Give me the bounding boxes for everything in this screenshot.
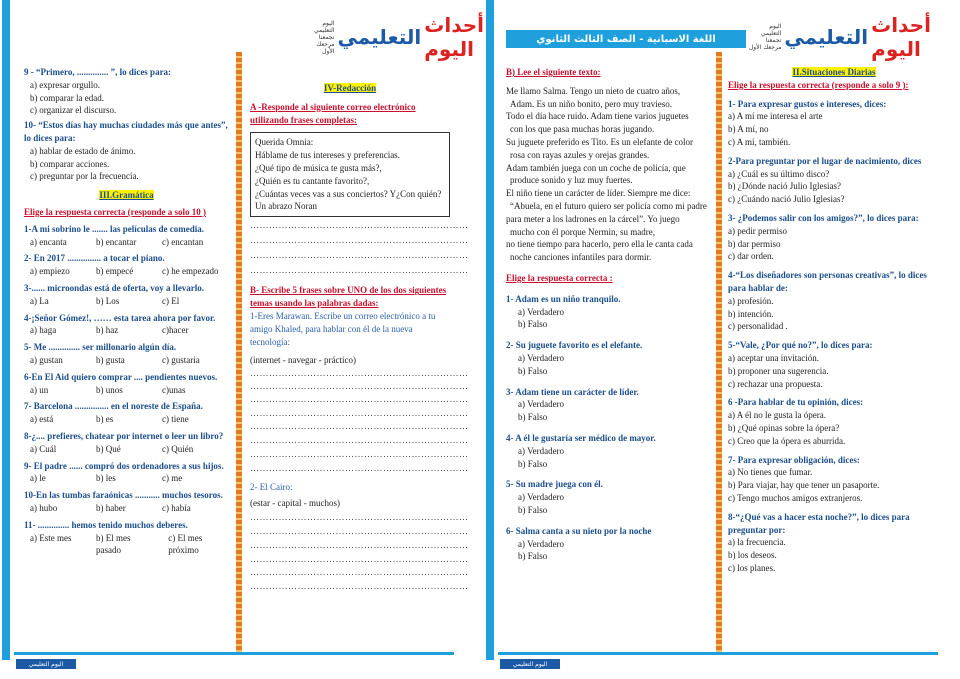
question-title: 6-En El Aid quiero comprar .... pendientes nuevos. <box>24 371 218 382</box>
left-column-divider <box>236 52 242 652</box>
reading-line: Adam también juega con un coche de policía, que <box>506 162 686 173</box>
option-text: a) encanta <box>30 236 67 247</box>
options-row <box>24 502 229 515</box>
answer-line: …………………………………………………………… <box>250 525 469 536</box>
options-row <box>24 324 229 337</box>
option-text: b) Falso <box>518 504 548 515</box>
task-b-title: B- Escribe 5 frases sobre UNO de los dos siguientes temas usando las palabras dadas: <box>250 285 447 309</box>
answer-line: …………………………………………………………… <box>250 512 469 523</box>
option-text: b) A mí, no <box>728 124 769 135</box>
question-title: 8-¿.... prefieres, chatear por internet o leer un libro? <box>24 430 224 441</box>
option-text: a) Verdadero <box>518 306 565 317</box>
question-title: 2- En 2017 ............... a tocar el piano. <box>24 253 165 264</box>
section-title: II.Situaciones Diarias <box>792 67 876 77</box>
option-text: a) A él no le gusta la ópera. <box>728 410 826 421</box>
option-text: a) ¿Cuál es su último disco? <box>728 168 830 179</box>
instruction: Elige la respuesta correcta : <box>506 272 613 283</box>
option-text: b) Los <box>96 295 120 306</box>
left-column-writing <box>250 82 469 593</box>
option-text: c) preguntar por la frecuencia. <box>30 171 139 182</box>
task-b2: 2- El Cairo: <box>250 481 293 492</box>
question-title: 7- Barcelona ............... en el noreste de España. <box>24 401 203 412</box>
question-title: 3-...... microondas está de oferta, voy a llevarlo. <box>24 282 205 293</box>
email-line: Un abrazo Noran <box>255 201 317 212</box>
option-text: c) había <box>162 502 191 513</box>
options-row <box>24 295 229 308</box>
reading-line: Su juguete preferido es Tito. Es un elefante de color <box>506 136 693 147</box>
option-text: b) es <box>96 414 114 425</box>
option-text: c) El mes próximo <box>168 532 203 556</box>
brand-sub1-right: اليوم التعليمي تجمعنا <box>760 23 782 44</box>
option-text: a) le <box>30 473 46 484</box>
instruction: Elige la respuesta correcta (responde a solo 10 ) <box>24 206 206 217</box>
option-text: c) ¿Cuándo nació Julio Iglesias? <box>728 194 845 205</box>
option-text: c) rechazar una propuesta. <box>728 378 823 389</box>
option-text: b) les <box>96 473 116 484</box>
left-bottom-line <box>14 652 454 655</box>
left-header-logo <box>314 13 485 61</box>
option-text: a) la frecuencia. <box>728 537 786 548</box>
option-text: b) ¿Qué opinas sobre la ópera? <box>728 422 840 433</box>
question-title: 5- Me .............. ser millonario algún día. <box>24 342 177 353</box>
answer-line: …………………………………………………………… <box>250 407 469 418</box>
option-text: b) ¿Dónde nació Julio Iglesias? <box>728 181 841 192</box>
option-text: b) proponer una sugerencia. <box>728 365 829 376</box>
option-text: a) Verdadero <box>518 352 565 363</box>
option-text: a) hubo <box>30 502 58 513</box>
email-line: ¿Qué tipo de música te gusta más?, <box>255 162 382 173</box>
answer-line: …………………………………………………………… <box>250 448 469 459</box>
option-text: a) Verdadero <box>518 538 565 549</box>
question-title: 9- El padre ...... compró dos ordenadores a sus hijos. <box>24 460 224 471</box>
left-column-grammar <box>24 64 229 557</box>
section-title-wrap <box>250 82 450 95</box>
brand-main: التعليمي <box>337 25 422 49</box>
reading-title: B) Lee el siguiente texto: <box>506 67 601 77</box>
left-footer-badge: اليوم التعليمي <box>16 659 76 669</box>
question-title: 3- ¿Podemos salir con los amigos?”, lo dices para: <box>728 212 919 223</box>
email-line: ¿Cuántas veces vas a sus conciertos? Y¿Con quién? <box>255 188 442 199</box>
option-text: b) intención. <box>728 308 774 319</box>
question-title: 1- Adam es un niño tranquilo. <box>506 293 621 304</box>
section-title: III.Gramática <box>99 190 154 201</box>
answer-line: …………………………………………………………… <box>250 380 469 391</box>
email-line: Háblame de tus intereses y preferencias. <box>255 150 400 161</box>
option-text: a) está <box>30 414 54 425</box>
email-line: Querida Omnia: <box>255 137 314 148</box>
right-header-logo <box>748 13 946 61</box>
options-row <box>24 354 229 367</box>
reading-line: Adam. Es un niño bonito, pero muy travieso. <box>510 98 672 109</box>
option-text: b) encantar <box>96 236 137 247</box>
reading-line: mucho con él porque Nermin, su madre, <box>510 226 655 237</box>
option-text: b) los deseos. <box>728 550 777 561</box>
options-row <box>24 443 229 456</box>
options-row <box>24 413 229 426</box>
option-text: b) empecé <box>96 266 134 277</box>
question-title: 1-A mi sobrino le ....... las películas de comedia. <box>24 223 204 234</box>
option-text: a) Cuál <box>30 443 57 454</box>
section-title: IV-Redacción <box>323 83 377 93</box>
option-text: c) Quién <box>162 443 194 454</box>
option-text: a) profesión. <box>728 295 774 306</box>
option-text: a) A mí me interesa el arte <box>728 111 823 122</box>
answer-line: …………………………………………………………… <box>250 393 469 404</box>
option-text: a) La <box>30 295 49 306</box>
brand-sub2: مرجعك الأول <box>316 40 335 55</box>
question-title: 10- “Estos días hay muchas ciudades más que antes”, lo dices para: <box>24 120 228 143</box>
right-column-reading <box>506 66 711 563</box>
reading-line: Todo el día hace ruido. Adam tiene varios juguetes <box>506 111 689 122</box>
question-title: 9 - “Primero, .............. ”, lo dices para: <box>24 67 172 77</box>
question-title: 8-“¿Qué vas a hacer esta noche?”, lo dices para preguntar por: <box>728 511 910 535</box>
answer-line: …………………………………………………………… <box>250 581 469 592</box>
right-footer-badge: اليوم التعليمي <box>500 659 560 669</box>
question-title: 4-¡Señor Gómez!, …… esta tarea ahora por favor. <box>24 312 216 323</box>
reading-line: noche canciones infantiles para dormir. <box>510 252 652 263</box>
brand-red: أحداث اليوم <box>424 13 485 61</box>
reading-line: para meter a los ladrones en la cárcel”. Yo juego <box>506 213 680 224</box>
left-page-sidebar <box>2 0 10 660</box>
question-title: 2- Su juguete favorito es el elefante. <box>506 340 643 351</box>
question-title: 5- Su madre juega con él. <box>506 479 603 490</box>
subject-bar: اللغة الاسبانية - الصف الثالث الثانوي <box>506 30 746 48</box>
option-text: b) Falso <box>518 412 548 423</box>
answer-line: …………………………………………………………… <box>250 220 469 231</box>
answer-line: …………………………………………………………… <box>250 264 469 275</box>
answer-line: …………………………………………………………… <box>250 234 469 245</box>
option-text: c) encantan <box>162 236 204 247</box>
options-row <box>24 384 229 397</box>
option-text: b) Falso <box>518 551 548 562</box>
question-title: 6 -Para hablar de tu opinión, dices: <box>728 397 864 408</box>
option-text: a) aceptar una invitación. <box>728 352 819 363</box>
question-title: 5-“Vale, ¿Por qué no?”, lo dices para: <box>728 340 873 351</box>
option-text: c)unas <box>162 384 186 395</box>
options-row <box>24 265 229 278</box>
right-column-situations <box>728 66 940 575</box>
option-text: c) personalidad . <box>728 321 788 332</box>
right-page <box>498 8 946 663</box>
option-text: b) Qué <box>96 443 121 454</box>
task-b2-words: (estar - capital - muchos) <box>250 498 340 509</box>
option-text: c) tiene <box>162 414 189 425</box>
question-title: 1- Para expresar gustos e intereses, dices: <box>728 98 887 109</box>
brand-sub-right <box>748 23 781 51</box>
option-text: b) haber <box>96 502 126 513</box>
question-title: 7- Para expresar obligación, dices: <box>728 454 860 465</box>
section-title-wrap <box>24 189 229 202</box>
option-text: a) haga <box>30 325 57 336</box>
option-text: c) dar orden. <box>728 251 774 262</box>
right-bottom-line <box>498 652 938 655</box>
option-text: a) empiezo <box>30 266 70 277</box>
answer-line: …………………………………………………………… <box>250 249 469 260</box>
option-text: a) expresar orgullo. <box>30 79 101 90</box>
option-text: a) Verdadero <box>518 445 565 456</box>
left-page <box>14 8 485 663</box>
question-title: 3- Adam tiene un carácter de líder. <box>506 386 639 397</box>
reading-line: con los que pasa muchas horas jugando. <box>510 124 655 135</box>
right-page-sidebar <box>486 0 494 660</box>
answer-line: …………………………………………………………… <box>250 567 469 578</box>
reading-line: El niño tiene un carácter de líder. Siempre me dice: <box>506 188 691 199</box>
answer-line: …………………………………………………………… <box>250 435 469 446</box>
option-text: c) me <box>162 473 183 484</box>
option-text: b) comparar acciones. <box>30 158 110 169</box>
option-text: b) El mes pasado <box>96 532 131 556</box>
option-text: a) Verdadero <box>518 399 565 410</box>
option-text: b) Falso <box>518 319 548 330</box>
option-text: b) Falso <box>518 458 548 469</box>
options-row <box>24 472 229 485</box>
instruction: Elige la respuesta correcta (responde a solo 9 ): <box>728 79 909 90</box>
option-text: c) organizar el discurso. <box>30 105 117 116</box>
option-text: b) dar permiso <box>728 238 781 249</box>
brand-sub1: اليوم التعليمي تجمعنا <box>314 19 335 41</box>
answer-line: …………………………………………………………… <box>250 539 469 550</box>
answer-line: …………………………………………………………… <box>250 462 469 473</box>
answer-line: …………………………………………………………… <box>250 421 469 432</box>
task-b1: 1-Eres Marawan. Escribe un correo electrónico a tu amigo Khaled, para hablar con él de la nueva tecnología: <box>250 310 436 347</box>
task-a-title: A -Responde al siguiente correo electrónico utilizando frases completas: <box>250 101 416 125</box>
options-row <box>24 532 229 558</box>
brand-main-right: التعليمي <box>784 25 869 49</box>
email-line: ¿Quién es tu cantante favorito?, <box>255 175 370 186</box>
option-text: a) No tienes que fumar. <box>728 467 813 478</box>
option-text: b) comparar la edad. <box>30 92 104 103</box>
option-text: c) Creo que la ópera es aburrida. <box>728 435 846 446</box>
option-text: a) gustan <box>30 354 63 365</box>
option-text: c)hacer <box>162 325 189 336</box>
right-column-divider <box>716 52 722 652</box>
option-text: c) A mí, también. <box>728 136 791 147</box>
email-box <box>250 132 450 217</box>
reading-line: rosa con rayas azules y orejas grandes. <box>510 149 650 160</box>
option-text: a) un <box>30 384 49 395</box>
answer-line: …………………………………………………………… <box>250 553 469 564</box>
question-title: 2-Para preguntar por el lugar de nacimiento, dices <box>728 155 922 166</box>
option-text: c) gustaría <box>162 354 200 365</box>
option-text: b) Para viajar, hay que tener un pasaporte. <box>728 480 880 491</box>
option-text: a) pedir permiso <box>728 225 787 236</box>
option-text: c) los planes. <box>728 562 776 573</box>
reading-line: “Abuela, en el futuro quiero ser policía como mi padre <box>510 200 707 211</box>
option-text: c) Tengo muchos amigos extranjeros. <box>728 492 863 503</box>
option-text: c) he empezado <box>162 266 219 277</box>
option-text: b) gusta <box>96 354 125 365</box>
option-text: a) hablar de estado de ánimo. <box>30 145 136 156</box>
reading-line: Me llamo Salma. Tengo un nieto de cuatro años, <box>506 85 681 96</box>
question-title: 11- .............. hemos tenido muchos deberes. <box>24 519 188 530</box>
brand-red-right: أحداث اليوم <box>871 13 931 61</box>
question-title: 4- A él le gustaría ser médico de mayor. <box>506 432 656 443</box>
reading-line: no tiene tiempo para hacerlo, pero ella le canta cada <box>506 239 693 250</box>
question-title: 10-En las tumbas faraónicas ........... muchos tesoros. <box>24 490 223 501</box>
question-title: 4-“Los diseñadores son personas creativas”, lo dices para hablar de: <box>728 270 927 293</box>
answer-line: …………………………………………………………… <box>250 368 469 379</box>
option-text: a) Verdadero <box>518 492 565 503</box>
section-title-wrap <box>728 66 940 79</box>
brand-logo-right <box>748 13 946 61</box>
task-b1-words: (internet - navegar - práctico) <box>250 355 356 366</box>
question-title: 6- Salma canta a su nieto por la noche <box>506 525 652 536</box>
option-text: b) haz <box>96 325 119 336</box>
brand-sub <box>314 20 334 55</box>
reading-line: produce sonido y luz muy fuertes. <box>510 175 633 186</box>
option-text: a) Este mes <box>30 532 72 543</box>
options-row <box>24 236 229 249</box>
option-text: b) unos <box>96 384 123 395</box>
option-text: b) Falso <box>518 365 548 376</box>
brand-sub2-right: مرجعك الأول <box>748 44 782 51</box>
option-text: c) El <box>162 295 180 306</box>
brand-logo <box>314 13 484 61</box>
